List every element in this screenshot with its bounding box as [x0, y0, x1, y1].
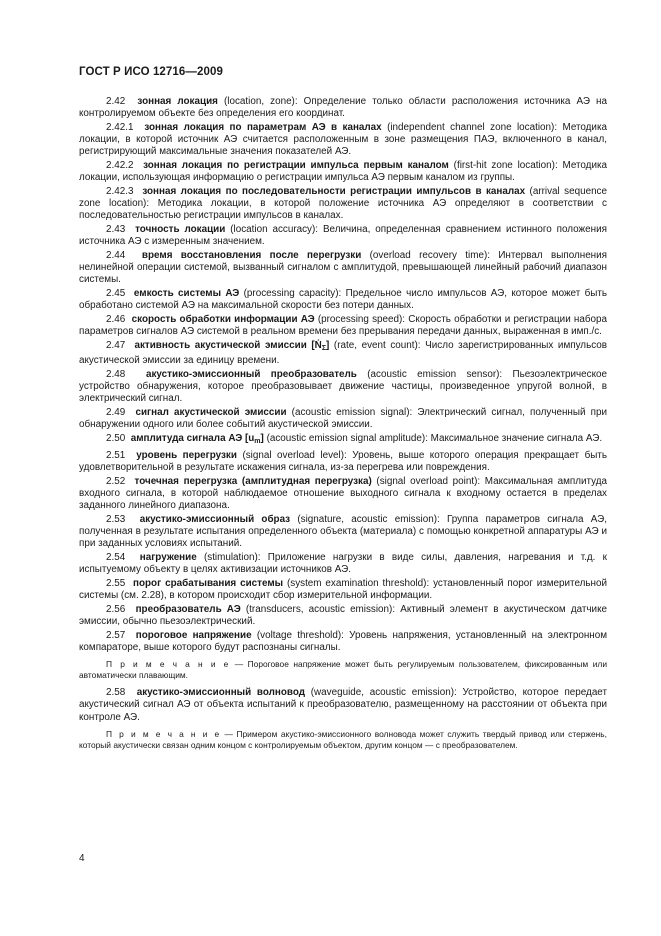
term-name-text: уровень перегрузки [136, 450, 237, 462]
term-name [136, 450, 237, 461]
term-name [134, 288, 239, 299]
term-name [140, 552, 197, 563]
term-number: 2.57 [106, 630, 126, 642]
term-name-text: емкость системы АЭ [133, 288, 240, 300]
term-name [143, 160, 449, 171]
term-entry [79, 407, 607, 431]
term-number: 2.55 [106, 578, 126, 590]
term-name [137, 96, 217, 107]
term-entry [79, 476, 607, 512]
term-description: (signal overload level): Уровень, выше которого операция прекращает быть удовлетворительной в результате искажения сигнала, из-за перегрева или повреждения. [79, 450, 607, 474]
term-description: (processing capacity): Предельное число импульсов АЭ, которое может быть обработано системой АЭ на максимальной скорости без потери данных. [79, 288, 607, 312]
term-name [131, 433, 264, 444]
term-number: 2.43 [106, 224, 126, 236]
term-list [79, 96, 607, 654]
term-entry [79, 186, 607, 222]
term-number: 2.52 [106, 476, 126, 488]
term-name-text: преобразователь АЭ [135, 604, 241, 616]
term-number: 2.42.3 [106, 186, 134, 198]
term-name [142, 186, 525, 197]
term-name [135, 407, 286, 418]
term-description: (voltage threshold): Уровень напряжения, установленный на электронном компараторе, выше которого будут распознаны сигналы. [79, 630, 608, 654]
term-name [142, 250, 361, 261]
term-entry [79, 160, 607, 184]
term-name-text: скорость обработки информации АЭ [131, 314, 315, 326]
term-number: 2.53 [106, 514, 126, 526]
term-entry [79, 122, 607, 158]
term-name: акустико-эмиссионный волновод [136, 687, 306, 699]
term-name-text: сигнал акустической эмиссии [135, 407, 287, 419]
term-2-58 [79, 687, 607, 723]
term-description: (system examination threshold): установленный порог измерительной системы (см. 2.28), в котором происходит сбор измерительной информации. [79, 578, 607, 602]
note-text: — Пороговое напряжение может быть регулируемым пользователем, фиксированным или автоматически плавающим. [79, 659, 607, 681]
term-entry [79, 224, 607, 248]
term-number: 2.54 [106, 552, 126, 564]
term-entry [79, 96, 607, 120]
term-number: 2.47 [106, 340, 126, 352]
note-text: — Примером акустико-эмиссионного волновода может служить твердый привод или стержень, который акустически связан одним концом с контролируемым объектом, другим концом — с преобразователем. [79, 728, 607, 750]
term-name-text: точность локации [135, 224, 226, 236]
term-number: 2.48 [106, 369, 126, 381]
term-description: (acoustic emission signal amplitude): Максимальное значение сигнала АЭ. [263, 433, 603, 445]
term-number: 2.44 [106, 250, 126, 262]
term-name-text: акустико-эмиссионный образ [139, 514, 291, 526]
page-header: ГОСТ Р ИСО 12716—2009 [79, 66, 224, 78]
term-name [132, 314, 315, 325]
term-name-text: нагружение [139, 552, 197, 564]
term-name-text: порог срабатывания системы [133, 578, 284, 590]
term-entry [79, 630, 607, 654]
term-entry [79, 450, 607, 474]
note-label: П р и м е ч а н и е [106, 728, 221, 739]
term-number: 2.46 [106, 314, 126, 326]
page-number: 4 [79, 853, 85, 864]
term-entry [79, 578, 607, 602]
term-description: (first-hit zone location): Методика локации, использующая информацию о регистрации импульса АЭ первым каналом из группы. [79, 160, 607, 184]
term-name-subscript: Σ [321, 345, 327, 353]
term-description: (transducers, acoustic emission): Активный элемент в акустическом датчике эмиссии, обычно пьезоэлектрический. [79, 604, 607, 628]
term-number: 2.51 [106, 450, 126, 462]
note-label: П р и м е ч а н и е [106, 659, 231, 670]
term-number: 2.58 [106, 687, 126, 699]
term-name [133, 578, 283, 589]
term-name [135, 224, 225, 235]
term-entry [79, 552, 607, 576]
term-name-text: зонная локация по последовательности регистрации импульсов в каналах [142, 186, 526, 198]
term-name [146, 369, 357, 380]
term-description: (acoustic emission sensor): Пьезоэлектрическое устройство обнаружения, которое преобразовывает движение частицы, произведенное упругой волной, в электрический сигнал. [79, 369, 607, 405]
note-2 [79, 729, 607, 751]
term-name-text: зонная локация по регистрации импульса первым каналом [143, 160, 449, 172]
term-number: 2.45 [106, 288, 126, 300]
term-number: 2.49 [106, 407, 126, 419]
term-description: (acoustic emission signal): Электрический сигнал, полученный при обнаружении одного или более событий акустической эмиссии. [79, 407, 607, 431]
term-name-text: зонная локация по параметрам АЭ в каналах [144, 121, 382, 133]
term-name [140, 514, 290, 525]
term-name-text: амплитуда сигнала АЭ [u [130, 433, 255, 445]
term-entry [79, 340, 607, 367]
term-description: (signal overload point): Максимальная амплитуда входного сигнала, в которой наблюдаемое отношение выходного сигнала к входному остается в пределах заданного линейного диапазона. [79, 476, 607, 512]
term-name-text: пороговое напряжение [135, 630, 252, 642]
term-entry [79, 250, 607, 286]
term-entry [79, 604, 607, 628]
term-number: 2.56 [106, 604, 126, 616]
term-name [134, 340, 329, 351]
term-entry [79, 433, 607, 448]
term-description: (waveguide, acoustic emission): Устройство, которое передает акустический сигнал АЭ от объекта испытаний к преобразователю, размещенному на расстоянии от объекта при контроле АЭ. [79, 687, 607, 723]
term-entry [79, 314, 607, 338]
term-entry [79, 369, 607, 405]
term-name [144, 122, 381, 133]
term-name-text: точечная перегрузка (амплитудная перегрузка) [134, 476, 372, 488]
term-name-text: зонная локация [137, 96, 218, 107]
term-description: (stimulation): Приложение нагрузки в виде силы, давления, нагревания и т.д. к испытуемому объекту в целях активизации источников АЭ. [79, 552, 607, 576]
term-description: (location accuracy): Величина, определенная сравнением истинного положения источника АЭ с измеренным значением. [79, 224, 607, 248]
term-name-subscript: m [254, 438, 261, 446]
term-description: (independent channel zone location): Методика локации, в которой источник АЭ считается расположенным в зоне размещения ПАЭ, включенного в канал, регистрирующий максимальные значения показателей АЭ. [79, 121, 607, 158]
term-entry [79, 288, 607, 312]
term-name-tail: ] [326, 340, 330, 352]
document-body [79, 96, 607, 757]
term-description: (processing speed): Скорость обработки и регистрации набора параметров сигналов АЭ системой в реальном времени без прерывания передачи данных, выраженная в имп./с. [79, 314, 607, 338]
term-name [136, 604, 241, 615]
term-name [136, 630, 252, 641]
term-name-tail: ] [260, 433, 264, 445]
term-name [135, 476, 372, 487]
term-number: 2.42 [106, 96, 126, 107]
term-description: (signature, acoustic emission): Группа параметров сигнала АЭ, полученная в результате испытания определенного объекта (материала) с помощью конкретной аппаратуры АЭ и при заданных условиях испытаний. [79, 514, 607, 550]
term-name-text: активность акустической эмиссии [Ṅ [134, 340, 322, 352]
term-number: 2.42.1 [106, 121, 134, 133]
term-name-text: время восстановления после перегрузки [141, 250, 362, 262]
term-description: (rate, event count): Число зарегистрированных импульсов акустической эмиссии за единицу времени. [79, 340, 607, 367]
note-1 [79, 659, 607, 681]
term-description: (overload recovery time): Интервал выполнения нелинейной операции системой, вызванный сигналом с амплитудой, превышающей линейный рабочий диапазон системы. [79, 250, 607, 286]
term-description: (location, zone): Определение только области расположения источника АЭ на контролируемом объекте без определения его координат. [79, 96, 607, 120]
term-entry [79, 514, 607, 550]
term-number: 2.50 [106, 433, 126, 445]
term-description: (arrival sequence zone location): Методика локации, в которой положение источника АЭ определяют в соответствии с последовательностью регистрации импульсов в каналах. [79, 186, 607, 222]
term-number: 2.42.2 [106, 160, 134, 172]
term-name-text: акустико-эмиссионный преобразователь [146, 369, 357, 381]
